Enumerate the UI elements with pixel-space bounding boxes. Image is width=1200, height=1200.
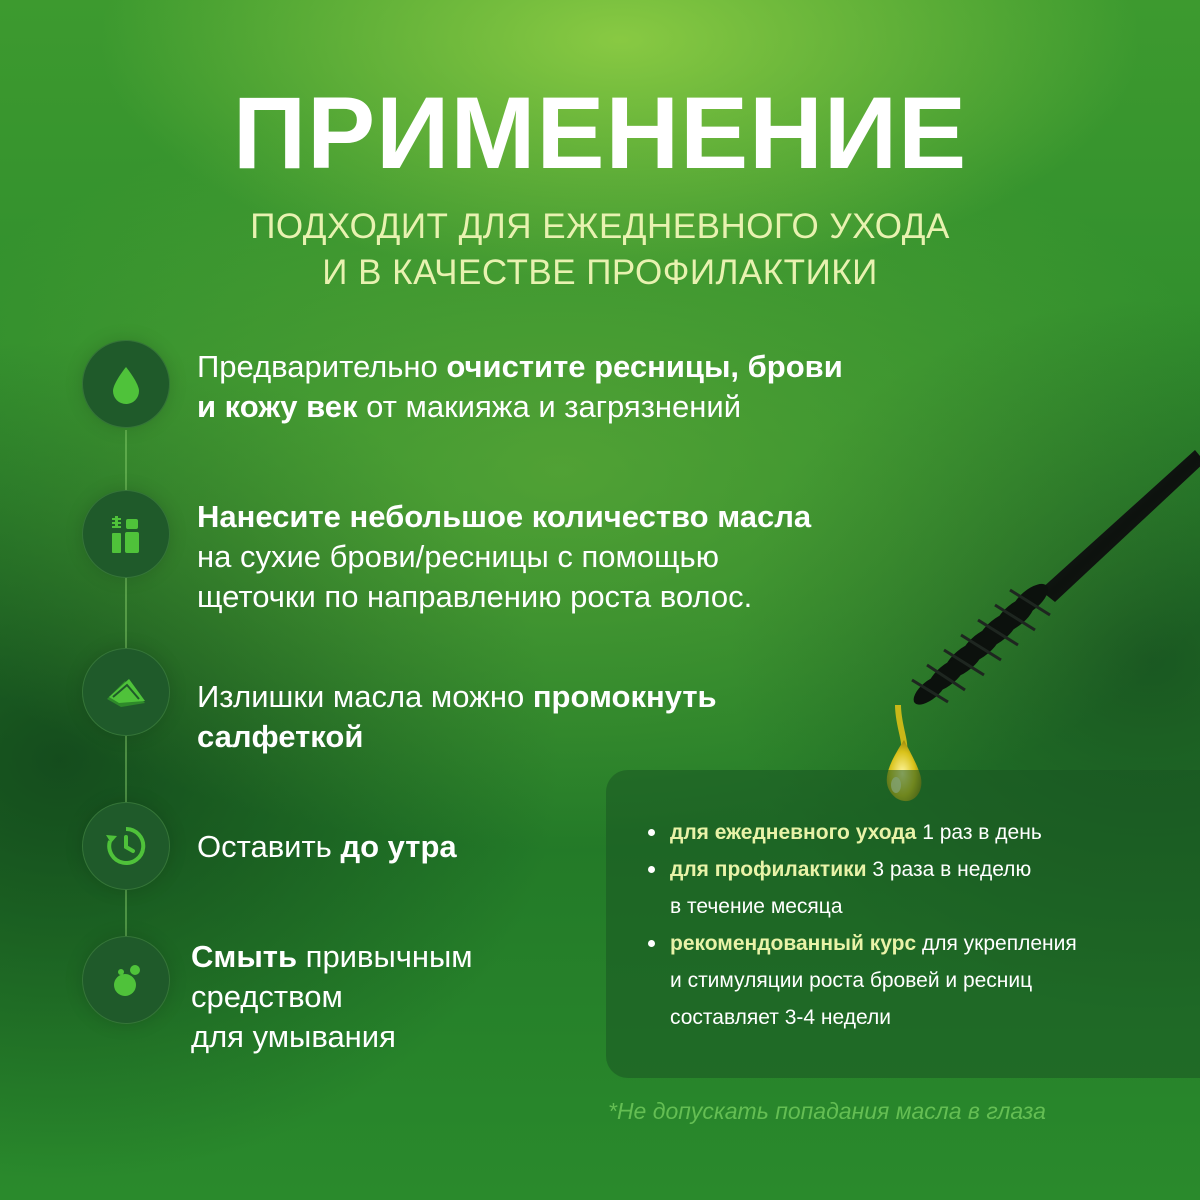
page-title: ПРИМЕНЕНИЕ — [232, 76, 968, 190]
warning-note: *Не допускать попадания масла в глаза — [608, 1098, 1046, 1124]
bold-text: салфеткой — [197, 719, 364, 754]
bubbles-icon — [82, 936, 170, 1024]
info-item-prevention — [648, 851, 1188, 925]
step-1-text — [197, 347, 843, 427]
bold-text: и кожу век — [197, 389, 358, 424]
text-segment: Оставить — [197, 829, 341, 864]
text-segment: 1 раз в день — [916, 821, 1042, 844]
mascara-brush-image — [860, 440, 1200, 810]
text-segment: Предварительно — [197, 349, 447, 384]
step-5-text — [191, 937, 473, 1057]
text-segment: на сухие брови/ресницы с помощью — [197, 539, 719, 574]
bold-text: до утра — [340, 829, 457, 864]
bold-text: очистите ресницы, брови — [446, 349, 843, 384]
text-segment: для умывания — [191, 1019, 396, 1054]
info-item-course — [648, 925, 1188, 1036]
text-segment: Излишки масла можно — [197, 679, 533, 714]
step-4-text — [197, 827, 457, 867]
text-segment: составляет 3-4 недели — [670, 1006, 891, 1029]
bold-text: для ежедневного ухода — [670, 821, 917, 844]
mascara-bottle-icon — [82, 490, 170, 578]
info-list — [648, 814, 1188, 1036]
text-segment: от макияжа и загрязнений — [357, 389, 742, 424]
drop-icon — [82, 340, 170, 428]
subtitle-line-1: ПОДХОДИТ ДЛЯ ЕЖЕДНЕВНОГО УХОДА — [250, 207, 950, 246]
subtitle-line-2: И В КАЧЕСТВЕ ПРОФИЛАКТИКИ — [322, 253, 878, 292]
text-segment: щеточки по направлению роста волос. — [197, 579, 753, 614]
bold-text: промокнуть — [532, 679, 717, 714]
step-2-text — [197, 497, 811, 617]
text-segment: и стимуляции роста бровей и ресниц — [670, 969, 1033, 992]
text-segment: в течение месяца — [670, 895, 843, 918]
text-segment: для укрепления — [916, 932, 1077, 955]
subtitle — [0, 204, 1200, 296]
bold-text: рекомендованный курс — [670, 932, 917, 955]
info-item-daily — [648, 814, 1188, 851]
text-segment: средством — [191, 979, 343, 1014]
napkin-icon — [82, 648, 170, 736]
bold-text: Смыть — [191, 939, 298, 974]
bold-text: для профилактики — [670, 858, 867, 881]
clock-icon — [82, 802, 170, 890]
bold-text: Нанесите небольшое количество масла — [197, 499, 812, 534]
step-3-text — [197, 677, 717, 757]
text-segment: 3 раза в неделю — [866, 858, 1032, 881]
text-segment: привычным — [297, 939, 473, 974]
